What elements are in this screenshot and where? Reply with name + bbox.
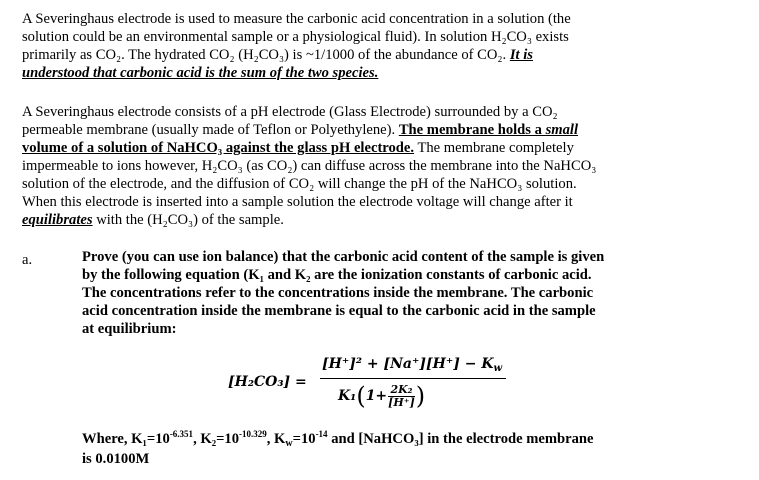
inner-numerator: 2K₂ <box>390 382 413 396</box>
intro-emphasis-end: understood that carbonic acid is the sum of the two species. <box>22 65 379 81</box>
k1-exponent: -6.351 <box>169 429 194 439</box>
inner-fraction <box>388 384 415 409</box>
k1-label: Where, K₁=10 <box>82 431 170 447</box>
electrode-line-3-text: The membrane completely <box>414 140 574 156</box>
k2-exponent: -10.329 <box>239 429 267 439</box>
electrode-line-2 <box>22 121 742 139</box>
intro-line-1: A Severinghaus electrode is used to measure the carbonic acid concentration in a solution (the <box>22 11 571 27</box>
equation-numerator <box>322 356 502 372</box>
electrode-line-1: A Severinghaus electrode consists of a pH electrode (Glass Electrode) surrounded by a CO₂ <box>22 104 558 120</box>
carbonic-acid-equation <box>228 352 528 418</box>
electrode-line-6: When this electrode is inserted into a sample solution the electrode voltage will change after it <box>22 194 573 210</box>
kw-exponent: -14 <box>315 429 328 439</box>
question-line-3: The concentrations refer to the concentrations inside the membrane. The carbonic <box>82 285 594 301</box>
fraction-bar <box>320 378 506 379</box>
electrode-line-5: solution of the electrode, and the diffusion of CO₂ will change the pH of the NaHCO₃ solution. <box>22 176 577 192</box>
constants-footer <box>82 430 594 468</box>
electrode-line-2-text: permeable membrane (usually made of Teflon or Polyethylene). <box>22 122 399 138</box>
question-line-2: by the following equation (K₁ and K₂ are the ionization constants of carbonic acid. <box>82 267 592 283</box>
kw-value: =10 <box>292 431 316 447</box>
right-paren: ) <box>415 382 426 410</box>
membrane-emphasis-end: volume of a solution of NaHCO₃ against the glass pH electrode. <box>22 140 415 156</box>
question-text <box>82 248 732 338</box>
kw-label-subscript: w <box>285 438 293 449</box>
denominator-k1: K₁ <box>338 388 357 404</box>
inner-denominator: [H⁺] <box>388 395 415 409</box>
intro-paragraph <box>22 10 742 82</box>
intro-line-3-text: primarily as CO₂. The hydrated CO₂ (H₂CO₃) is ~1/1000 of the abundance of CO₂. <box>22 47 510 63</box>
numerator-text: [H⁺]² + [Na⁺][H⁺] − K <box>322 356 494 372</box>
question-line-1: Prove (you can use ion balance) that the carbonic acid content of the sample is given <box>82 249 605 265</box>
membrane-emphasis-start: The membrane holds a <box>398 122 546 138</box>
constants-line-1 <box>82 430 594 450</box>
electrode-paragraph <box>22 103 742 229</box>
kw-label: , K <box>266 431 286 447</box>
equation-lhs: [H₂CO₃] = <box>228 374 307 390</box>
k2-label: , K₂=10 <box>193 431 239 447</box>
electrode-line-7-text: with the (H₂CO₃) of the sample. <box>92 212 284 228</box>
question-line-4: acid concentration inside the membrane is equal to the carbonic acid in the sample <box>82 303 596 319</box>
equilibrates-emphasis: equilibrates <box>22 212 93 228</box>
question-line-5: at equilibrium: <box>82 321 177 337</box>
electrode-line-4: impermeable to ions however, H₂CO₃ (as CO₂) can diffuse across the membrane into the NaHCO₃ <box>22 158 597 174</box>
electrode-line-7 <box>22 211 742 229</box>
constants-line-2: is 0.0100M <box>82 451 150 467</box>
electrode-line-3 <box>22 139 742 157</box>
intro-emphasis-start: It is <box>509 47 533 63</box>
kw-subscript: w <box>493 363 503 374</box>
question-label: a. <box>22 252 33 268</box>
equation-denominator <box>338 382 425 410</box>
left-paren: ( <box>356 382 366 410</box>
intro-line-3 <box>22 46 742 64</box>
intro-line-2: solution could be an environmental sample or a physiological fluid). In solution H₂CO₃ exists <box>22 29 569 45</box>
nahco3-text: and [NaHCO₃] in the electrode membrane <box>327 431 594 447</box>
denominator-one: 1+ <box>365 388 388 404</box>
membrane-emphasis-small: small <box>545 122 579 138</box>
